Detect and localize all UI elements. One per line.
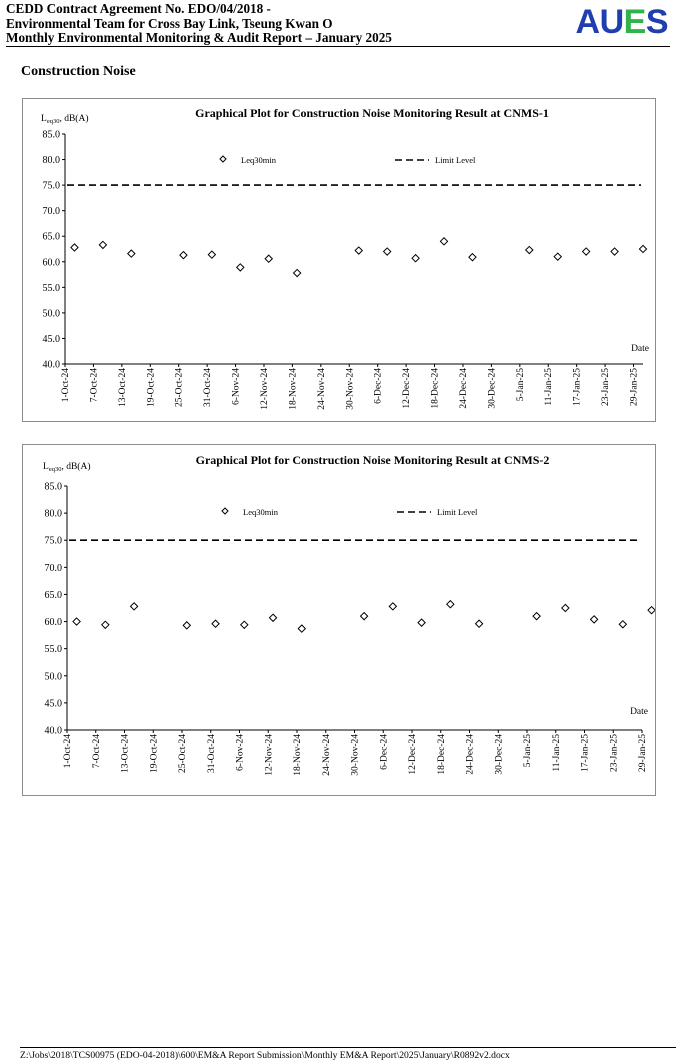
data-point	[469, 254, 476, 261]
data-point	[73, 618, 80, 625]
chart-cnms-2	[22, 444, 656, 796]
y-tick-label: 65.0	[42, 231, 60, 243]
y-tick-label: 40.0	[42, 359, 60, 371]
data-point	[440, 238, 447, 245]
x-tick-label: 1-Oct-24	[63, 734, 73, 769]
data-point	[648, 607, 655, 614]
logo-letter-u: U	[599, 3, 624, 41]
x-tick-label: 23-Jan-25	[601, 368, 612, 406]
header-rule	[6, 46, 670, 47]
y-tick-label: 60.0	[44, 617, 62, 629]
data-point	[619, 621, 626, 628]
x-tick-label: 11-Jan-25	[544, 368, 555, 406]
header-line-1: CEDD Contract Agreement No. EDO/04/2018 -	[6, 1, 271, 16]
logo-letter-s: S	[645, 3, 668, 41]
x-tick-label: 13-Oct-24	[120, 734, 131, 774]
data-point	[526, 246, 533, 253]
data-point	[360, 613, 367, 620]
y-tick-label: 75.0	[44, 535, 62, 547]
x-tick-label: 12-Dec-24	[402, 368, 413, 409]
data-point	[554, 253, 561, 260]
legend-leq-marker	[222, 508, 228, 514]
x-tick-label: 6-Nov-24	[235, 734, 246, 771]
chart-cnms-1	[22, 98, 656, 422]
footer-file-path: Z:\Jobs\2018\TCS00975 (EDO-04-2018)\600\EM&A Report Submission\Monthly EM&A Report\2025\January\R0892v2.docx	[20, 1050, 510, 1061]
x-tick-label: 12-Dec-24	[408, 734, 418, 775]
x-tick-label: 12-Nov-24	[264, 734, 275, 776]
x-tick-label: 17-Jan-25	[572, 368, 583, 406]
data-point	[384, 248, 391, 255]
y-tick-label: 85.0	[42, 129, 60, 141]
data-point	[412, 255, 419, 262]
data-point	[237, 264, 244, 271]
x-tick-label: 13-Oct-24	[117, 368, 128, 408]
y-tick-label: 40.0	[44, 725, 62, 737]
x-tick-label: 24-Dec-24	[458, 368, 469, 409]
section-title: Construction Noise	[21, 64, 136, 79]
data-point	[128, 250, 135, 257]
y-tick-label: 55.0	[42, 282, 60, 294]
x-tick-label: 19-Oct-24	[146, 368, 157, 408]
logo-letter-e: E	[623, 3, 646, 41]
data-point	[298, 625, 305, 632]
data-point	[533, 613, 540, 620]
x-tick-label: 12-Nov-24	[259, 368, 270, 410]
footer-rule	[20, 1047, 676, 1048]
x-tick-label: 25-Oct-24	[178, 734, 188, 774]
data-point	[389, 603, 396, 610]
data-point	[102, 621, 109, 628]
aues-logo	[576, 2, 669, 42]
y-tick-label: 80.0	[44, 508, 62, 520]
chart-cnms-1-plot	[23, 99, 655, 421]
x-tick-label: 18-Nov-24	[288, 368, 299, 410]
legend-leq-marker	[220, 156, 226, 162]
x-axis-label: Date	[630, 707, 648, 717]
data-point	[183, 622, 190, 629]
y-tick-label: 70.0	[44, 562, 62, 574]
data-point	[583, 248, 590, 255]
x-tick-label: 24-Nov-24	[316, 368, 327, 410]
x-tick-label: 30-Nov-24	[345, 368, 356, 410]
x-tick-label: 11-Jan-25	[551, 734, 562, 772]
y-axis-label: $L_{eq30}$, dB(A)	[41, 114, 89, 125]
x-tick-label: 29-Jan-25	[638, 734, 648, 772]
data-point	[447, 601, 454, 608]
y-tick-label: 50.0	[44, 671, 62, 683]
y-tick-label: 65.0	[44, 589, 62, 601]
x-tick-label: 19-Oct-24	[149, 734, 160, 774]
x-tick-label: 5-Jan-25	[523, 734, 533, 768]
data-point	[562, 604, 569, 611]
data-point	[294, 269, 301, 276]
data-point	[475, 620, 482, 627]
data-point	[99, 241, 106, 248]
chart-title: Graphical Plot for Construction Noise Monitoring Result at CNMS-1	[195, 106, 549, 120]
y-axis-label: $L_{eq30}$, dB(A)	[43, 462, 91, 473]
chart-title: Graphical Plot for Construction Noise Monitoring Result at CNMS-2	[195, 453, 550, 467]
legend-limit-label: Limit Level	[435, 155, 476, 165]
y-tick-label: 45.0	[42, 333, 60, 345]
x-tick-label: 7-Oct-24	[89, 368, 100, 403]
y-tick-label: 80.0	[42, 155, 60, 167]
data-point	[418, 619, 425, 626]
x-tick-label: 30-Dec-24	[487, 368, 498, 409]
y-tick-label: 70.0	[42, 206, 60, 218]
report-header	[6, 2, 670, 46]
chart-cnms-2-plot	[23, 445, 655, 795]
x-tick-label: 29-Jan-25	[629, 368, 640, 406]
data-point	[212, 620, 219, 627]
y-tick-label: 75.0	[42, 180, 60, 192]
y-tick-label: 50.0	[42, 308, 60, 320]
x-tick-label: 31-Oct-24	[203, 368, 214, 408]
y-tick-label: 55.0	[44, 644, 62, 656]
legend-limit-label: Limit Level	[437, 507, 478, 517]
data-point	[639, 245, 646, 252]
x-axis-label: Date	[631, 344, 649, 354]
x-tick-label: 5-Jan-25	[515, 368, 526, 402]
x-tick-label: 30-Nov-24	[350, 734, 361, 776]
data-point	[355, 247, 362, 254]
data-point	[241, 621, 248, 628]
legend-leq-label: Leq30min	[243, 507, 278, 517]
data-point	[590, 616, 597, 623]
x-tick-label: 18-Nov-24	[293, 734, 303, 776]
header-line-3: Monthly Environmental Monitoring & Audit Report – January 2025	[6, 30, 392, 46]
data-point	[71, 244, 78, 251]
x-tick-label: 6-Nov-24	[231, 368, 242, 405]
x-tick-label: 18-Dec-24	[430, 368, 441, 409]
data-point	[269, 614, 276, 621]
legend-leq-label: Leq30min	[241, 155, 276, 165]
x-tick-label: 24-Dec-24	[465, 734, 476, 775]
data-point	[208, 251, 215, 258]
data-point	[611, 248, 618, 255]
logo-letter-a: A	[575, 3, 600, 41]
x-tick-label: 17-Jan-25	[580, 734, 591, 772]
x-tick-label: 30-Dec-24	[494, 734, 505, 775]
x-tick-label: 6-Dec-24	[373, 368, 384, 404]
data-point	[130, 603, 137, 610]
y-tick-label: 60.0	[42, 257, 60, 269]
x-tick-label: 31-Oct-24	[206, 734, 217, 774]
x-tick-label: 18-Dec-24	[436, 734, 447, 775]
x-tick-label: 23-Jan-25	[609, 734, 620, 772]
x-tick-label: 6-Dec-24	[379, 734, 390, 770]
x-tick-label: 24-Nov-24	[321, 734, 332, 776]
y-tick-label: 85.0	[44, 481, 62, 493]
data-point	[180, 252, 187, 259]
header-text	[6, 2, 392, 46]
header-line-2: Environmental Team for Cross Bay Link, Tseung Kwan O	[6, 15, 333, 31]
y-tick-label: 45.0	[44, 698, 62, 710]
x-tick-label: 25-Oct-24	[174, 368, 185, 408]
data-point	[265, 255, 272, 262]
x-tick-label: 1-Oct-24	[61, 368, 71, 403]
x-tick-label: 7-Oct-24	[91, 734, 102, 769]
